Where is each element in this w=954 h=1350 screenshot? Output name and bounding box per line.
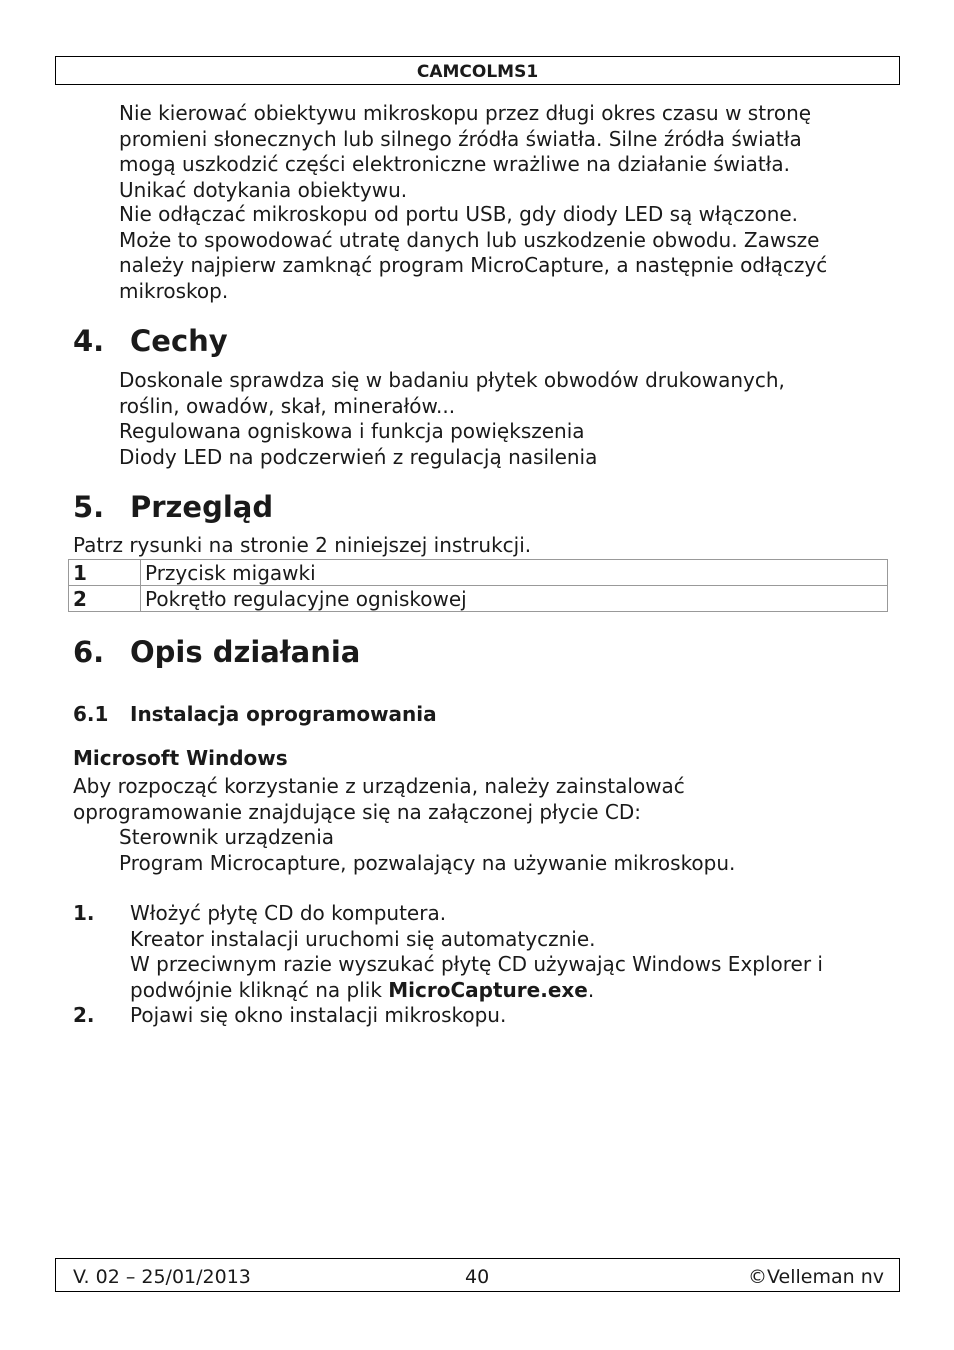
filename: MicroCapture.exe	[388, 977, 588, 1002]
text-line: promieni słonecznych lub silnego źródła światła. Silne źródła światła	[119, 126, 802, 151]
os-heading: Microsoft Windows	[73, 746, 288, 770]
text-line: Nie odłączać mikroskopu od portu USB, gdy diody LED są włączone.	[119, 202, 799, 226]
text-line: oprogramowanie znajdujące się na załączonej płycie CD:	[73, 799, 641, 824]
table-row	[69, 560, 888, 586]
intro-paragraph-2	[119, 202, 827, 304]
part-number: 1	[69, 560, 141, 586]
section-5-title: Przegląd	[130, 490, 274, 524]
document-code: CAMCOLMS1	[416, 62, 539, 82]
feature-item: Regulowana ogniskowa i funkcja powiększenia	[119, 419, 585, 443]
text-line: Kreator instalacji uruchomi się automatycznie.	[130, 926, 596, 951]
page-number: 40	[465, 1266, 490, 1288]
components-list	[119, 825, 735, 876]
overview-intro: Patrz rysunki na stronie 2 niniejszej instrukcji.	[73, 533, 532, 557]
text-line: mogą uszkodzić części elektroniczne wrażliwe na działanie światła.	[119, 152, 790, 176]
step-1-text	[130, 901, 823, 1003]
subsection-6-1-title: Instalacja oprogramowania	[130, 702, 437, 726]
part-label: Przycisk migawki	[141, 560, 888, 586]
subsection-6-1-number: 6.1	[73, 702, 109, 726]
step-1-number: 1.	[73, 901, 95, 925]
part-label: Pokrętło regulacyjne ogniskowej	[141, 586, 888, 612]
section-4-number: 4.	[73, 324, 105, 358]
section-6-title: Opis działania	[130, 635, 361, 669]
features-list	[119, 368, 785, 470]
text-line: W przeciwnym razie wyszukać płytę CD używając Windows Explorer i	[130, 952, 823, 976]
footer-copyright: ©Velleman nv	[748, 1266, 884, 1288]
text-line: Włożyć płytę CD do komputera.	[130, 901, 447, 925]
intro-paragraph-1	[119, 101, 811, 203]
step-2-number: 2.	[73, 1003, 95, 1027]
component-item: Program Microcapture, pozwalający na używanie mikroskopu.	[119, 850, 736, 875]
section-5-number: 5.	[73, 490, 105, 524]
part-number: 2	[69, 586, 141, 612]
table-row	[69, 586, 888, 612]
feature-item: Diody LED na podczerwień z regulacją nasilenia	[119, 444, 598, 469]
text-line: należy najpierw zamknąć program MicroCapture, a następnie odłączyć	[119, 253, 828, 277]
section-6-number: 6.	[73, 635, 105, 669]
section-4-title: Cechy	[130, 324, 228, 358]
text-line: Może to spowodować utratę danych lub uszkodzenie obwodu. Zawsze	[119, 227, 820, 252]
text-line: Unikać dotykania obiektywu.	[119, 177, 408, 202]
step-2-text: Pojawi się okno instalacji mikroskopu.	[130, 1003, 507, 1027]
text-line: Nie kierować obiektywu mikroskopu przez długi okres czasu w stronę	[119, 101, 812, 125]
text-line: podwójnie kliknąć na plik MicroCapture.exe.	[130, 977, 595, 1002]
text-line: mikroskop.	[119, 278, 229, 303]
component-item: Sterownik urządzenia	[119, 825, 335, 849]
parts-table	[68, 559, 888, 612]
footer-version: V. 02 – 25/01/2013	[73, 1266, 251, 1288]
feature-item: Doskonale sprawdza się w badaniu płytek obwodów drukowanych, roślin, owadów, skał, minerałów...	[119, 368, 785, 418]
text-line: Aby rozpocząć korzystanie z urządzenia, należy zainstalować	[73, 774, 685, 798]
install-intro	[73, 774, 685, 825]
